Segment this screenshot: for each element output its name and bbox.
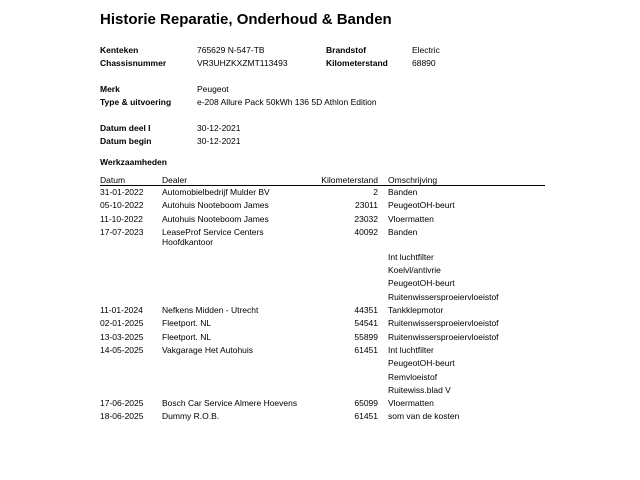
work-table-body [0,187,640,425]
row-dealer: Autohuis Nooteboom James [162,200,269,211]
kilometerstand-value: 68890 [412,58,436,68]
header-divider [100,185,545,186]
row-dealer: LeaseProf Service Centers [162,226,264,237]
table-row [0,200,640,213]
row-description: Banden [388,187,418,197]
datum-begin-value: 30-12-2021 [197,136,241,146]
row-dealer: Vakgarage Het Autohuis [162,344,254,355]
kenteken-label: Kenteken [100,45,139,55]
table-row [0,358,640,371]
row-description: Ruitenwissersproeiervloeistof [388,331,499,342]
row-dealer: Dummy R.O.B. [162,411,220,422]
datum-deel1-label: Datum deel I [100,123,151,133]
row-km: 23032 [354,213,378,224]
row-km: 65099 [354,398,378,409]
table-row [0,318,640,331]
kenteken-value: 765629 N-547-TB [197,45,265,55]
row-km: 40092 [354,226,378,237]
table-row [0,305,640,318]
row-description: Vloermatten [388,213,434,224]
row-dealer: Fleetport. NL [162,331,212,342]
row-km: 44351 [354,305,378,316]
kilometerstand-label: Kilometerstand [326,58,388,68]
type-label: Type & uitvoering [100,97,172,107]
row-date: 05-10-2022 [100,200,144,211]
row-km: 2 [373,187,378,197]
brandstof-label: Brandstof [326,45,367,55]
column-header-km: Kilometerstand [321,175,378,185]
table-row [0,265,640,278]
datum-begin-label: Datum begin [100,136,152,146]
row-date: 18-06-2025 [100,411,144,422]
table-row [0,292,640,305]
row-description: Koelvl/antivrie [388,265,441,276]
row-date: 13-03-2025 [100,331,144,342]
row-description: Int luchtfilter [388,344,434,355]
row-km: 61451 [354,411,378,422]
row-description: Tankklepmotor [388,305,444,316]
row-date: 31-01-2022 [100,187,144,197]
row-description: PeugeotOH-beurt [388,200,455,211]
row-date: 17-06-2025 [100,398,144,409]
row-dealer: Nefkens Midden - Utrecht [162,305,259,316]
column-header-date: Datum [100,175,126,185]
table-row [0,385,640,398]
row-description: Vloermatten [388,398,434,409]
row-description: Ruitenwissersproeiervloeistof [388,291,499,302]
row-dealer: Bosch Car Service Almere Hoevens [162,398,298,409]
type-value: e-208 Allure Pack 50kWh 136 5D Athlon Edition [197,97,377,107]
row-km: 23011 [354,200,378,211]
brandstof-value: Electric [412,45,440,55]
table-row [0,214,640,227]
table-row [0,411,640,424]
row-description: PeugeotOH-beurt [388,278,455,289]
row-date: 11-01-2024 [100,305,143,316]
row-dealer-line2: Hoofdkantoor [162,237,214,248]
table-row [0,227,640,252]
row-description: Ruitewiss.blad V [388,384,451,395]
row-description: Remvloeistof [388,371,438,382]
table-row [0,332,640,345]
table-row [0,187,640,200]
row-km: 54541 [354,318,378,329]
table-row [0,398,640,411]
merk-value: Peugeot [197,84,229,94]
row-description: PeugeotOH-beurt [388,358,455,369]
table-row [0,345,640,358]
merk-label: Merk [100,84,120,94]
row-date: 17-07-2023 [100,226,144,237]
row-date: 14-05-2025 [100,344,144,355]
row-km: 61451 [354,344,378,355]
row-km: 55899 [354,331,378,342]
row-description: Banden [388,226,418,237]
row-date: 02-01-2025 [100,318,144,329]
row-dealer: Autohuis Nooteboom James [162,213,269,224]
chassis-value: VR3UHZKXZMT113493 [197,58,288,68]
datum-deel1-value: 30-12-2021 [197,123,241,133]
werkzaamheden-heading: Werkzaamheden [100,157,167,167]
table-row [0,278,640,291]
row-description: Ruitenwissersproeiervloeistof [388,318,499,329]
column-header-dealer: Dealer [162,175,188,185]
row-dealer: Automobielbedrijf Mulder BV [162,187,270,197]
table-row [0,252,640,265]
page-title: Historie Reparatie, Onderhoud & Banden [100,11,392,28]
row-description: Int luchtfilter [388,251,434,262]
row-description: som van de kosten [388,411,460,422]
row-dealer: Fleetport. NL [162,318,212,329]
chassis-label: Chassisnummer [100,58,167,68]
row-date: 11-10-2022 [100,213,143,224]
column-header-description: Omschrijving [388,175,438,185]
table-row [0,372,640,385]
